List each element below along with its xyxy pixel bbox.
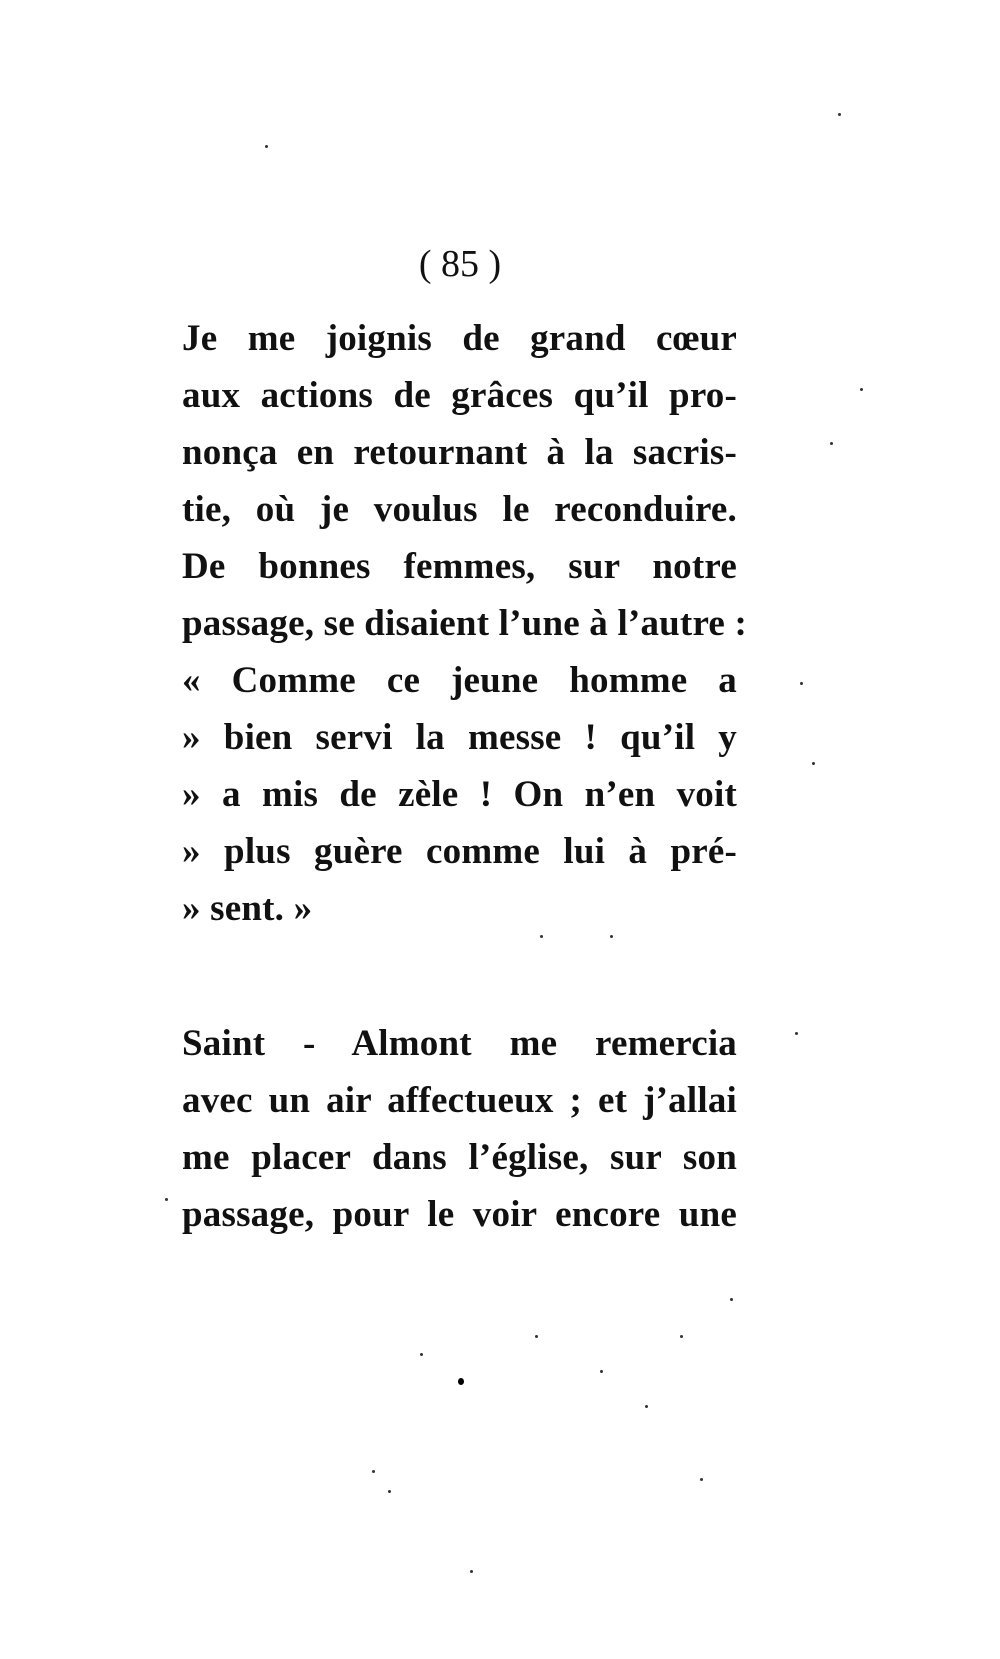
text-line: passage, se disaient l’une à l’autre : [182, 603, 748, 644]
text-line: me placer dans l’église, sur son [182, 1137, 737, 1178]
text-line: aux actions de grâces qu’il pro- [182, 375, 737, 416]
scan-speck [265, 145, 268, 148]
scan-speck [372, 1470, 375, 1473]
scan-speck [165, 1198, 168, 1201]
paragraph-1 [182, 310, 748, 937]
scan-speck [470, 1570, 473, 1573]
scan-speck [812, 762, 815, 765]
text-line: » plus guère comme lui à pré- [182, 831, 737, 872]
text-line: tie, où je voulus le reconduire. [182, 489, 737, 530]
scan-speck [388, 1490, 391, 1493]
scan-speck [600, 1370, 603, 1373]
text-line: avec un air affectueux ; et j’allai [182, 1080, 737, 1121]
text-line: » bien servi la messe ! qu’il y [182, 717, 737, 758]
text-line: De bonnes femmes, sur notre [182, 546, 737, 587]
scan-speck [420, 1353, 423, 1356]
scan-speck [730, 1298, 733, 1301]
scan-speck [610, 935, 613, 938]
scan-speck [838, 113, 841, 116]
text-line: « Comme ce jeune homme a [182, 660, 737, 701]
scan-speck [700, 1478, 703, 1481]
scan-speck [800, 682, 803, 685]
text-line: Saint - Almont me remercia [182, 1023, 737, 1064]
text-line: Je me joignis de grand cœur [182, 318, 737, 359]
text-line: nonça en retournant à la sacris- [182, 432, 737, 473]
scan-speck [535, 1335, 538, 1338]
text-line: passage, pour le voir encore une [182, 1194, 737, 1235]
scan-speck [540, 935, 543, 938]
text-line: » a mis de zèle ! On n’en voit [182, 774, 737, 815]
page-number: ( 85 ) [418, 243, 502, 285]
scan-speck [860, 388, 863, 391]
text-line: » sent. » [182, 888, 313, 929]
scan-speck [830, 442, 833, 445]
paragraph-2 [182, 1015, 737, 1243]
scan-speck [795, 1032, 798, 1035]
scan-speck [458, 1378, 464, 1385]
scan-speck [645, 1405, 648, 1408]
scan-speck [680, 1335, 683, 1338]
